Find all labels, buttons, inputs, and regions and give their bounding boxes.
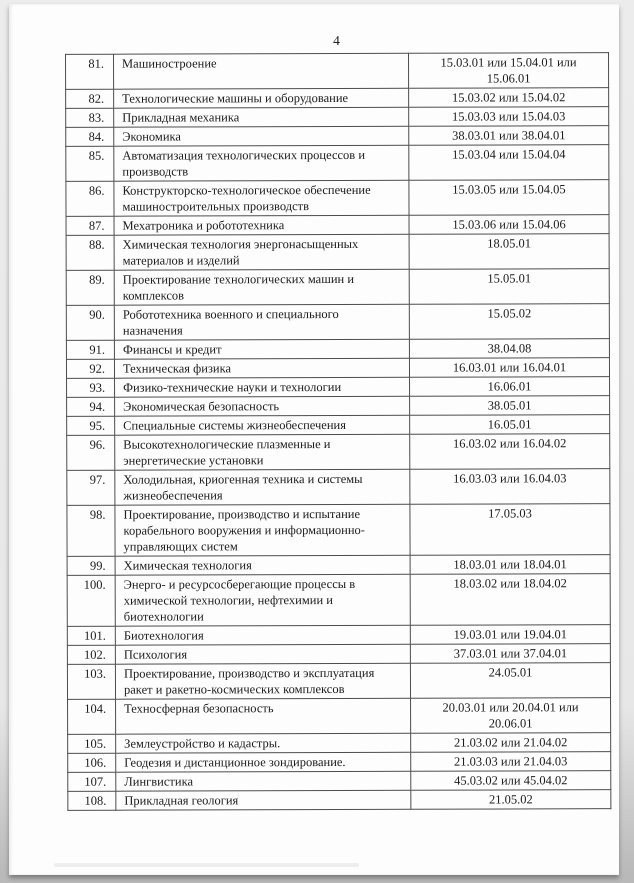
row-number-cell: 83. (66, 108, 114, 127)
specialty-code-cell: 15.03.02 или 15.04.02 (409, 88, 609, 108)
table-row (67, 663, 610, 700)
table-row (66, 145, 609, 182)
row-number-cell: 105. (68, 734, 116, 753)
specialty-name-cell: Энерго- и ресурсосберегающие процессы в химической технологии, нефтехимии и биотехнологии (115, 574, 410, 626)
table-row (66, 107, 609, 128)
row-number-cell: 86. (66, 181, 114, 216)
row-number-cell: 97. (67, 470, 115, 505)
specialty-name-cell: Робототехника военного и специального назначения (114, 304, 409, 340)
table-row (67, 504, 610, 557)
specialty-code-cell: 45.03.02 или 45.04.02 (411, 771, 611, 791)
specialty-name-cell: Технологические машины и оборудование (114, 88, 409, 108)
row-number-cell: 90. (66, 305, 114, 340)
specialty-code-cell: 37.03.01 или 37.04.01 (410, 644, 610, 664)
specialty-name-cell: Автоматизация технологических процессов и производств (114, 145, 409, 181)
specialty-name-cell: Высокотехнологические плазменные и энергетические установки (115, 434, 410, 470)
specialty-name-cell: Техническая физика (114, 358, 409, 378)
specialty-code-cell: 20.03.01 или 20.04.01 или 20.06.01 (411, 698, 611, 734)
table-row (66, 215, 609, 236)
specialty-code-cell: 16.05.01 (410, 415, 610, 435)
specialty-name-cell: Холодильная, криогенная техника и системы жизнеобеспечения (115, 469, 410, 505)
specialty-name-cell: Психология (115, 644, 410, 664)
row-number-cell: 81. (66, 54, 114, 89)
row-number-cell: 92. (66, 359, 114, 378)
specialty-name-cell: Химическая технология (115, 555, 410, 575)
row-number-cell: 108. (68, 791, 116, 810)
specialty-code-cell: 38.04.08 (409, 339, 609, 359)
row-number-cell: 95. (67, 416, 115, 435)
row-number-cell: 93. (67, 378, 115, 397)
table-row (67, 377, 610, 398)
specialty-code-cell: 18.03.01 или 18.04.01 (410, 555, 610, 575)
table-row (68, 790, 611, 811)
row-number-cell: 102. (67, 645, 115, 664)
specialty-code-cell: 16.03.02 или 16.04.02 (410, 434, 610, 470)
row-number-cell: 96. (67, 435, 115, 470)
specialty-name-cell: Проектирование, производство и испытание корабельного вооружения и информационно-управляющих систем (115, 504, 410, 556)
table-row (67, 574, 610, 627)
specialty-name-cell: Экономическая безопасность (115, 396, 410, 416)
specialty-code-cell: 21.05.02 (411, 790, 611, 810)
specialty-name-cell: Прикладная геология (116, 790, 411, 810)
row-number-cell: 87. (66, 216, 114, 235)
scan-smudge (54, 863, 359, 867)
row-number-cell: 89. (66, 270, 114, 305)
table-body (66, 53, 611, 811)
row-number-cell: 103. (67, 664, 115, 699)
specialty-code-cell: 16.03.01 или 16.04.01 (409, 358, 609, 378)
table-row (67, 555, 610, 576)
specialty-name-cell: Техносферная безопасность (116, 698, 411, 734)
specialty-name-cell: Землеустройство и кадастры. (116, 733, 411, 753)
specialty-code-cell: 15.03.01 или 15.04.01 или 15.06.01 (409, 53, 609, 89)
specialty-code-cell: 15.03.06 или 15.04.06 (409, 215, 609, 235)
table-row (67, 396, 610, 417)
row-number-cell: 82. (66, 89, 114, 108)
row-number-cell: 98. (67, 505, 115, 556)
specialty-code-cell: 15.03.04 или 15.04.04 (409, 145, 609, 181)
row-number-cell: 101. (67, 626, 115, 645)
specialty-name-cell: Лингвистика (116, 771, 411, 791)
table-row (67, 469, 610, 506)
specialty-code-cell: 21.03.03 или 21.04.03 (411, 752, 611, 772)
specialty-code-cell: 15.03.05 или 15.04.05 (409, 180, 609, 216)
specialty-code-cell: 19.03.01 или 19.04.01 (410, 625, 610, 645)
row-number-cell: 88. (66, 235, 114, 270)
specialty-name-cell: Конструкторско-технологическое обеспечение машиностроительных производств (114, 180, 409, 216)
specialty-name-cell: Мехатроника и робототехника (114, 215, 409, 235)
table-row (68, 733, 611, 754)
table-row (67, 644, 610, 665)
row-number-cell: 107. (68, 772, 116, 791)
table-row (67, 415, 610, 436)
specialty-name-cell: Биотехнология (115, 625, 410, 645)
table-row (68, 752, 611, 773)
specialty-name-cell: Физико-технические науки и технологии (115, 377, 410, 397)
table-row (66, 53, 609, 90)
row-number-cell: 91. (66, 340, 114, 359)
table-row (67, 625, 610, 646)
specialty-code-cell: 38.03.01 или 38.04.01 (409, 126, 609, 146)
table-row (66, 304, 609, 341)
row-number-cell: 85. (66, 146, 114, 181)
table-row (66, 269, 609, 306)
specialty-name-cell: Проектирование технологических машин и комплексов (114, 269, 409, 305)
table-row (66, 126, 609, 147)
specialty-name-cell: Экономика (114, 126, 409, 146)
specialty-name-cell: Проектирование, производство и эксплуатация ракет и ракетно-космических комплексов (115, 663, 410, 699)
specialty-code-cell: 18.05.01 (409, 234, 609, 270)
table-row (67, 434, 610, 471)
specialty-name-cell: Специальные системы жизнеобеспечения (115, 415, 410, 435)
row-number-cell: 99. (67, 556, 115, 575)
specialty-code-cell: 24.05.01 (410, 663, 610, 699)
specialty-code-cell: 18.03.02 или 18.04.02 (410, 574, 610, 626)
table-row (66, 358, 609, 379)
row-number-cell: 100. (67, 575, 115, 626)
row-number-cell: 84. (66, 127, 114, 146)
specialty-name-cell: Прикладная механика (114, 107, 409, 127)
table-row (68, 698, 611, 735)
table-row (66, 234, 609, 271)
specialty-code-cell: 15.05.01 (409, 269, 609, 305)
table-row (68, 771, 611, 792)
table-row (66, 88, 609, 109)
specialty-code-cell: 21.03.02 или 21.04.02 (411, 733, 611, 753)
specialty-name-cell: Финансы и кредит (114, 339, 409, 359)
row-number-cell: 104. (68, 699, 116, 734)
specialty-code-cell: 16.03.03 или 16.04.03 (410, 469, 610, 505)
document-page (9, 4, 619, 875)
row-number-cell: 106. (68, 753, 116, 772)
specialty-code-cell: 15.03.03 или 15.04.03 (409, 107, 609, 127)
page-number: 4 (333, 33, 340, 48)
specialty-code-cell: 16.06.01 (410, 377, 610, 397)
table-row (66, 180, 609, 217)
specialty-code-cell: 15.05.02 (409, 304, 609, 340)
row-number-cell: 94. (67, 397, 115, 416)
table-row (66, 339, 609, 360)
specialty-code-cell: 38.05.01 (410, 396, 610, 416)
specialty-code-cell: 17.05.03 (410, 504, 610, 556)
specialty-name-cell: Геодезия и дистанционное зондирование. (116, 752, 411, 772)
specialty-name-cell: Химическая технология энергонасыщенных материалов и изделий (114, 234, 409, 270)
specialty-name-cell: Машиностроение (114, 53, 409, 89)
specialties-table (65, 52, 611, 811)
